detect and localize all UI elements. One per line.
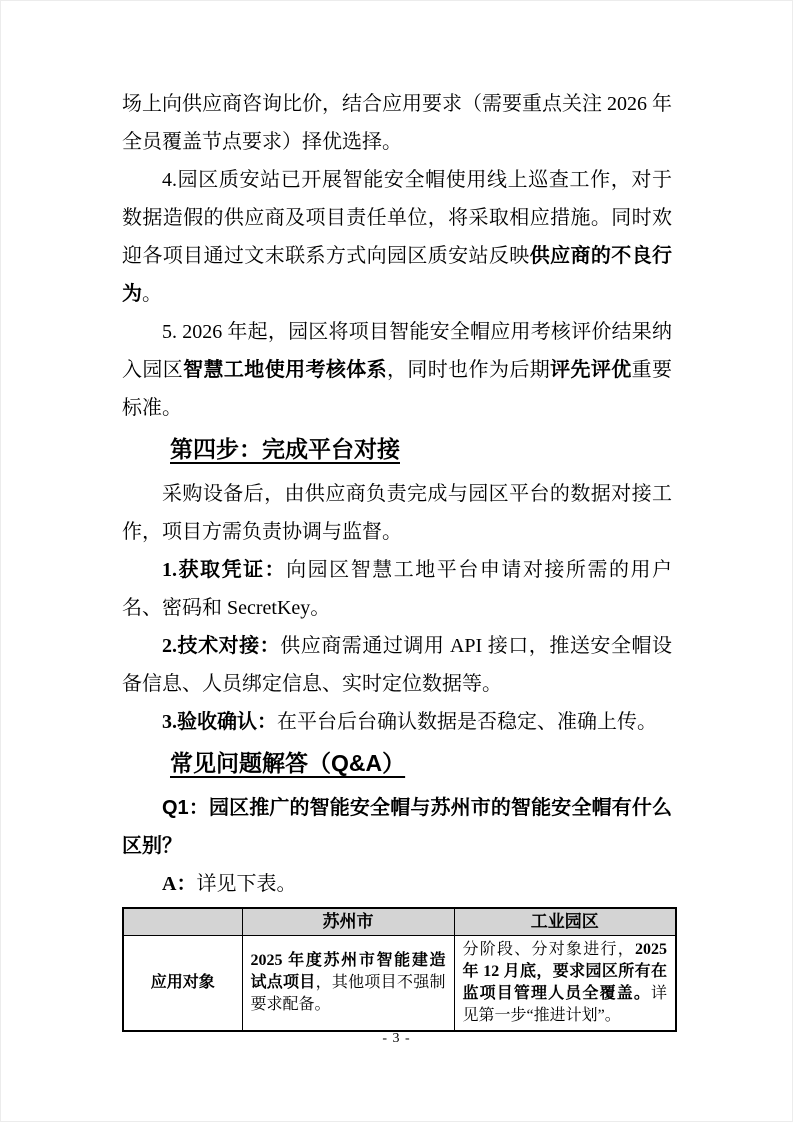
paragraph-text: 在平台后台确认数据是否稳定、准确上传。 <box>277 711 657 733</box>
bold-run: 智慧工地使用考核体系 <box>183 359 388 381</box>
bold-run: 2.技术对接： <box>162 635 281 657</box>
park-cell <box>454 936 676 1032</box>
table-header-empty <box>123 908 242 936</box>
paragraph-text: ，同时也作为后期 <box>387 359 551 381</box>
bold-run: 2025 年 12 月底，要求园区所有在监项目管理人员全覆盖。 <box>462 941 667 1002</box>
table-header-suzhou: 苏州市 <box>242 908 454 936</box>
row-label-cell: 应用对象 <box>123 936 242 1032</box>
cell-text: 详见第一步“推进计划”。 <box>462 985 667 1024</box>
page-number: - 3 - <box>382 1031 411 1046</box>
paragraph-item-5 <box>122 313 672 427</box>
answer-text: 详见下表。 <box>196 873 297 895</box>
paragraph-platform-intro <box>122 475 672 551</box>
paragraph-text: 场上向供应商咨询比价，结合应用要求（需要重点关注 2026 年全员覆盖节点要求）择优选择。 <box>122 93 672 153</box>
cell-text: ，其他项目不强制要求配备。 <box>250 974 446 1013</box>
table-header-park: 工业园区 <box>454 908 676 936</box>
heading-step4 <box>122 433 672 465</box>
paragraph-text: 采购设备后，由供应商负责完成与园区平台的数据对接工作，项目方需负责协调与监督。 <box>122 483 672 543</box>
heading-qa <box>122 747 672 779</box>
suzhou-cell <box>242 936 454 1032</box>
heading-text: 第四步：完成平台对接 <box>170 436 400 462</box>
bold-run: 3.验收确认： <box>162 711 277 733</box>
answer-a1 <box>122 865 672 903</box>
cell-text: 分阶段、分对象进行， <box>462 941 635 958</box>
question-text: Q1：园区推广的智能安全帽与苏州市的智能安全帽有什么区别？ <box>122 797 672 857</box>
paragraph-item-4 <box>122 161 672 313</box>
paragraph-text: 5. 2026 年起，园区将项目智能安全帽应用考核评价结果纳入园区 <box>122 321 672 381</box>
paragraph-step-1 <box>122 551 672 627</box>
document-body <box>1 1 792 1032</box>
bold-run: 1.获取凭证： <box>162 559 287 581</box>
question-q1 <box>122 789 672 865</box>
paragraph-step-3 <box>122 703 672 741</box>
paragraph-text: 。 <box>142 283 162 305</box>
heading-text: 常见问题解答（Q&A） <box>170 750 406 776</box>
paragraph-step-2 <box>122 627 672 703</box>
table-row-application-target <box>123 936 676 1032</box>
bold-run: 评先评优 <box>550 359 632 381</box>
paragraph-continuation <box>122 85 672 161</box>
bold-run: 供应商的不良行为 <box>122 245 673 305</box>
answer-label: A： <box>162 873 197 895</box>
paragraph-text: 重要标准。 <box>122 359 673 419</box>
table-header-row <box>123 908 676 936</box>
paragraph-text: 向园区智慧工地平台申请对接所需的用户名、密码和 SecretKey。 <box>122 559 673 619</box>
paragraph-text: 供应商需通过调用 API 接口，推送安全帽设备信息、人员绑定信息、实时定位数据等。 <box>122 635 673 695</box>
bold-run: 2025 年度苏州市智能建造试点项目 <box>250 952 446 991</box>
paragraph-text: 4.园区质安站已开展智能安全帽使用线上巡查工作，对于数据造假的供应商及项目责任单位，将采取相应措施。同时欢迎各项目通过文末联系方式向园区质安站反映 <box>122 169 672 267</box>
comparison-table <box>122 907 677 1032</box>
